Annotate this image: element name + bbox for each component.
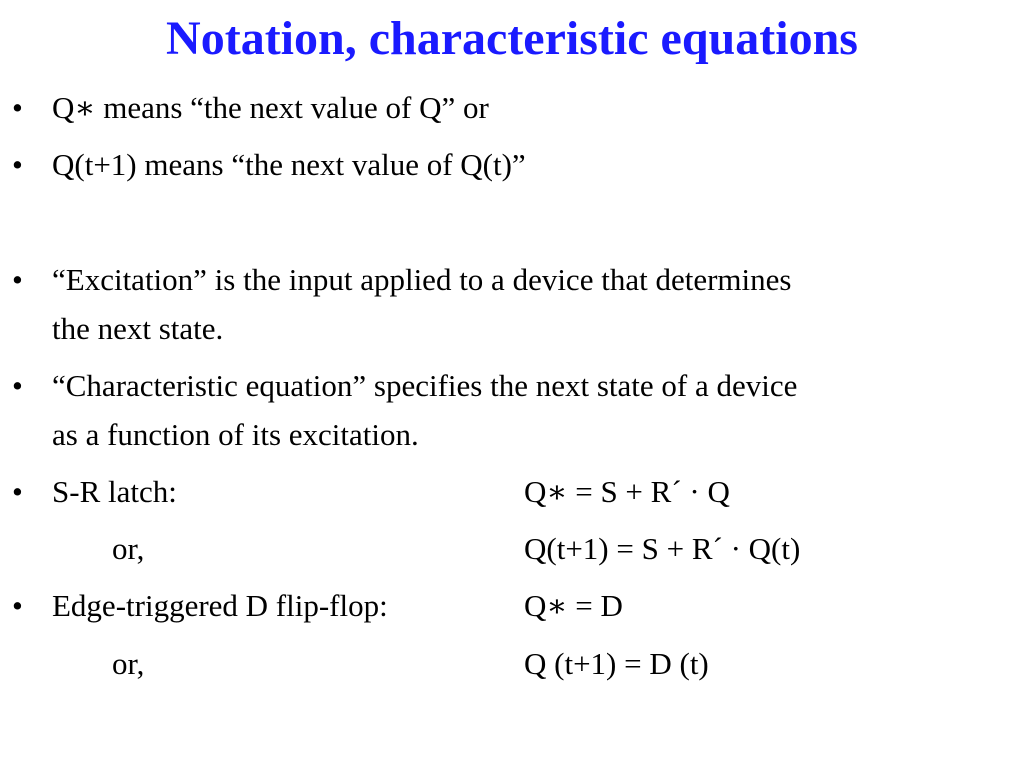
bullet-text-continuation: the next state.	[52, 311, 224, 346]
alternate-label: or,	[112, 531, 145, 566]
bullet-text: “Characteristic equation” specifies the next state of a device	[52, 368, 798, 403]
bullet-marker: •	[12, 368, 23, 403]
slide-title: Notation, characteristic equations	[166, 12, 858, 65]
alternate-label: or,	[112, 646, 145, 681]
bullet-text: Edge-triggered D flip-flop:	[52, 588, 388, 623]
bullet-marker: •	[12, 147, 23, 182]
bullet-text: Q(t+1) means “the next value of Q(t)”	[52, 147, 526, 182]
bullet-text-continuation: as a function of its excitation.	[52, 417, 419, 452]
bullet-marker: •	[12, 262, 23, 297]
bullet-text: Q∗ means “the next value of Q” or	[52, 90, 489, 125]
bullet-text: “Excitation” is the input applied to a device that determines	[52, 262, 792, 297]
characteristic-equation: Q(t+1) = S + R´ · Q(t)	[524, 531, 801, 566]
characteristic-equation: Q∗ = S + R´ · Q	[524, 474, 730, 509]
characteristic-equation: Q (t+1) = D (t)	[524, 646, 709, 681]
bullet-marker: •	[12, 474, 23, 509]
bullet-marker: •	[12, 90, 23, 125]
bullet-text: S-R latch:	[52, 474, 177, 509]
bullet-marker: •	[12, 588, 23, 623]
characteristic-equation: Q∗ = D	[524, 588, 623, 623]
